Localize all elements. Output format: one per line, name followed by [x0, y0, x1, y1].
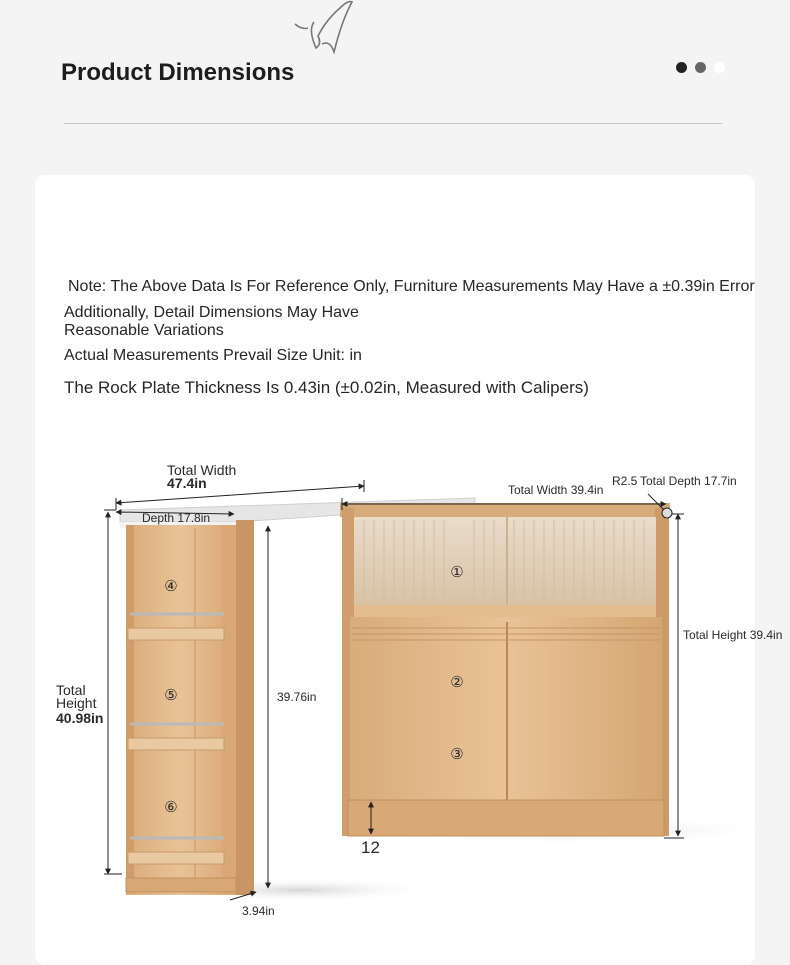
marker-3: ③ [450, 746, 464, 763]
note-line-4: The Rock Plate Thickness Is 0.43in (±0.02in, Measured with Calipers) [64, 378, 589, 397]
slider-dot-1[interactable] [676, 62, 687, 73]
decorative-script-logo [292, 0, 362, 60]
slider-dots[interactable] [676, 62, 725, 73]
right-total-height-label: Total Height 39.4in [683, 628, 783, 642]
furniture-dimension-diagram [0, 440, 790, 948]
right-total-depth-label: Total Depth 17.7in [640, 474, 737, 488]
note-line-2a: Additionally, Detail Dimensions May Have [64, 304, 359, 321]
note-line-1: Note: The Above Data Is For Reference Only, Furniture Measurements May Have a ±0.39in Error [68, 278, 755, 295]
marker-5: ⑤ [164, 687, 178, 704]
slider-dot-3[interactable] [714, 62, 725, 73]
corner-radius-marker [662, 508, 672, 518]
base-height-label: 12 [361, 838, 380, 857]
radius-label: R2.5 [612, 474, 638, 488]
right-cabinet [340, 503, 670, 836]
note-line-2b: Reasonable Variations [64, 322, 224, 339]
marker-2: ② [450, 674, 464, 691]
note-line-2 [64, 304, 359, 340]
left-total-width-label: Total Width [167, 462, 237, 478]
left-total-width-value: 47.4in [167, 475, 207, 491]
header-divider [64, 123, 722, 124]
page-title: Product Dimensions [61, 59, 295, 86]
marker-6: ⑥ [164, 799, 178, 816]
marker-1: ① [450, 564, 464, 581]
bottom-depth-label: 3.94in [242, 904, 275, 918]
note-line-3: Actual Measurements Prevail Size Unit: in [64, 347, 362, 364]
left-height-label-2: Height [56, 695, 97, 711]
left-height-label-1: Total [56, 682, 86, 698]
right-total-width-label: Total Width 39.4in [508, 483, 604, 497]
marker-4: ④ [164, 578, 178, 595]
left-depth-label: Depth 17.8in [142, 511, 211, 525]
inner-height-label: 39.76in [277, 690, 317, 704]
slider-dot-2[interactable] [695, 62, 706, 73]
left-height-value: 40.98in [56, 710, 104, 726]
